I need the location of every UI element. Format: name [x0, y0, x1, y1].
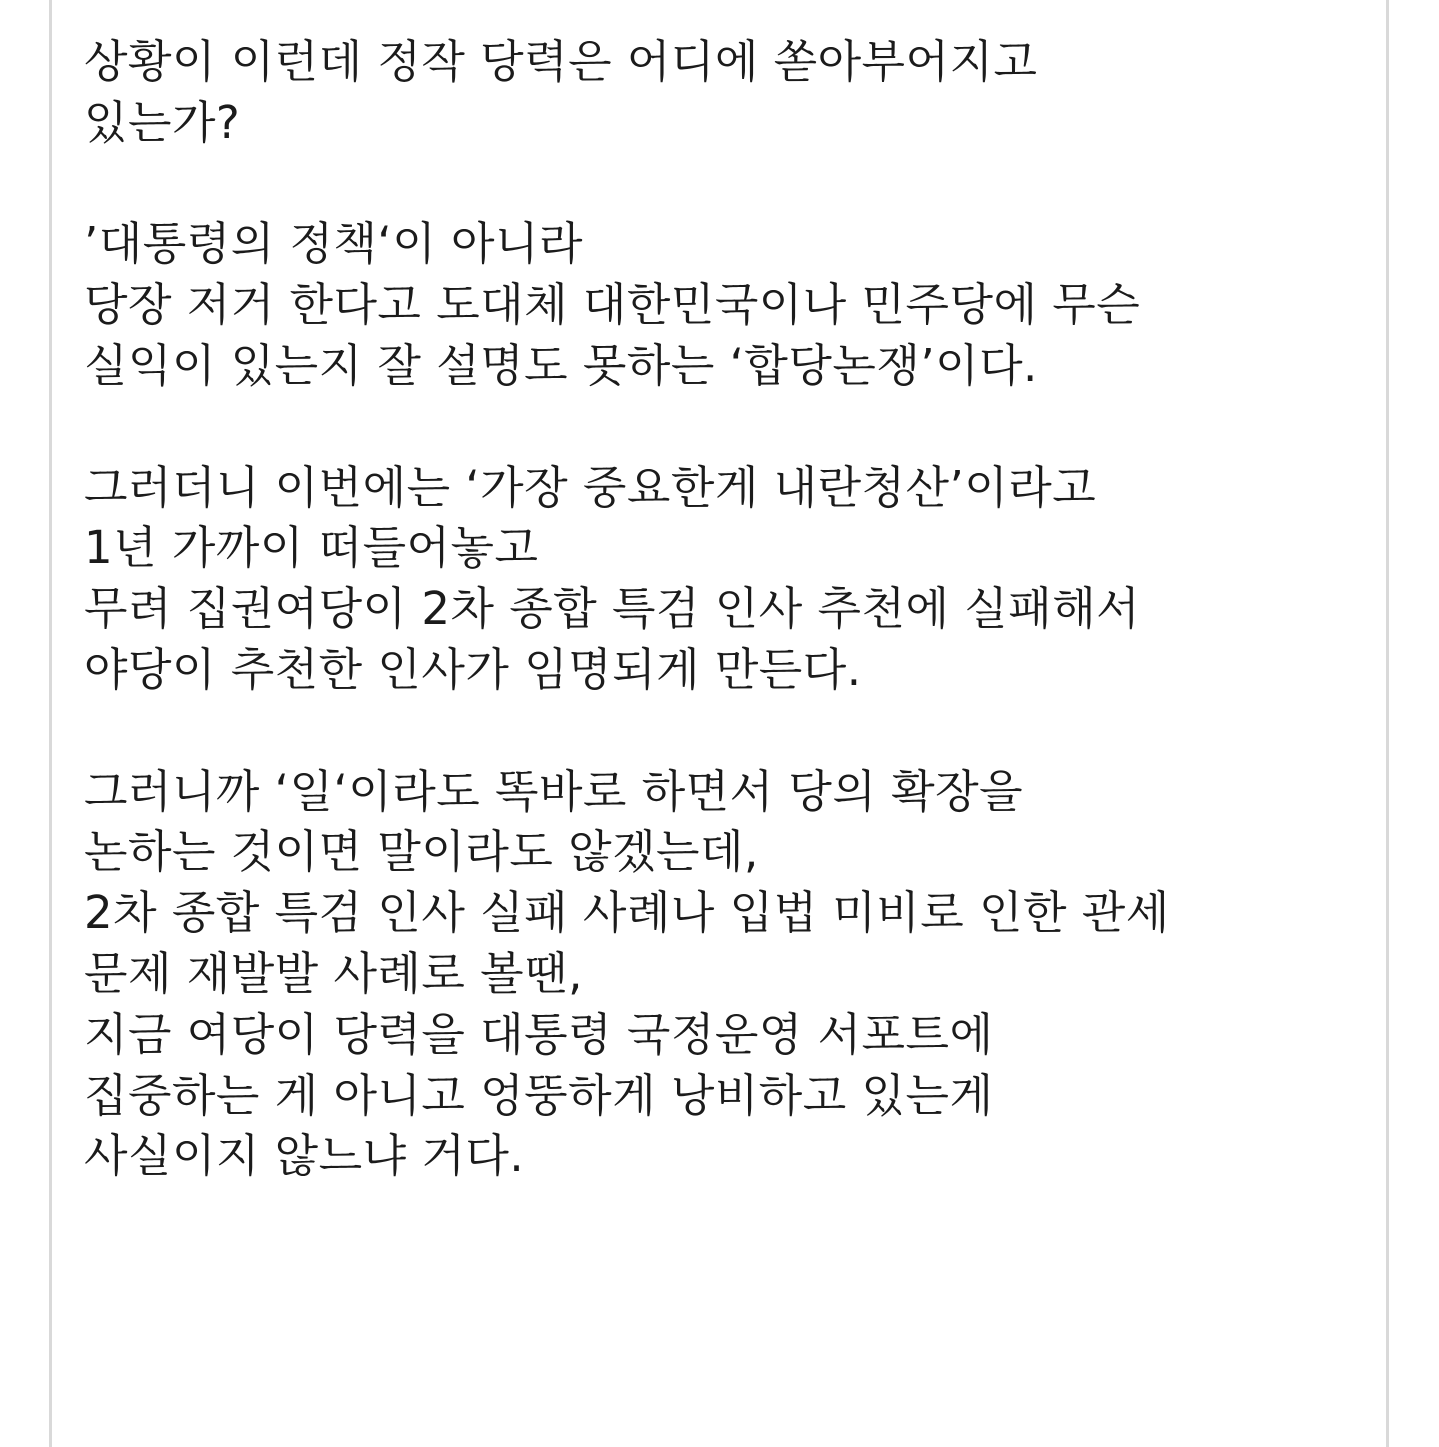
text-line: 집중하는 게 아니고 엉뚱하게 낭비하고 있는게 [84, 1068, 994, 1122]
post-body-text [84, 32, 1374, 1187]
text-line: 무려 집권여당이 2차 종합 특검 인사 추천에 실패해서 [84, 582, 1141, 636]
paragraph [84, 214, 1374, 396]
text-line: 그러니까 ‘일‘이라도 똑바로 하면서 당의 확장을 [84, 764, 1024, 818]
text-line: 2차 종합 특검 인사 실패 사례나 입법 미비로 인한 관세 [84, 886, 1170, 940]
text-line: 사실이지 않느냐 거다. [84, 1129, 525, 1183]
text-line: ’대통령의 정책‘이 아니라 [84, 217, 583, 271]
text-line: 있는가? [84, 95, 241, 149]
paragraph [84, 762, 1374, 1188]
text-line: 1년 가까이 떠들어놓고 [84, 521, 539, 575]
paragraph [84, 458, 1374, 701]
text-line: 문제 재발발 사례로 볼땐, [84, 946, 583, 1000]
paragraph-gap [84, 701, 1374, 762]
paragraph-gap [84, 397, 1374, 458]
text-line: 상황이 이런데 정작 당력은 어디에 쏟아부어지고 [84, 35, 1038, 88]
paragraph [84, 32, 1374, 154]
text-line: 당장 저거 한다고 도대체 대한민국이나 민주당에 무슨 [84, 278, 1141, 332]
text-line: 실익이 있는지 잘 설명도 못하는 ‘합당논쟁’이다. [84, 338, 1038, 392]
text-line: 논하는 것이면 말이라도 않겠는데, [84, 825, 759, 879]
text-line: 야당이 추천한 인사가 임명되게 만든다. [84, 642, 862, 696]
paragraph-gap [84, 154, 1374, 215]
text-line: 지금 여당이 당력을 대통령 국정운영 서포트에 [84, 1007, 994, 1061]
text-line: 그러더니 이번에는 ‘가장 중요한게 내란청산’이라고 [84, 460, 1097, 514]
